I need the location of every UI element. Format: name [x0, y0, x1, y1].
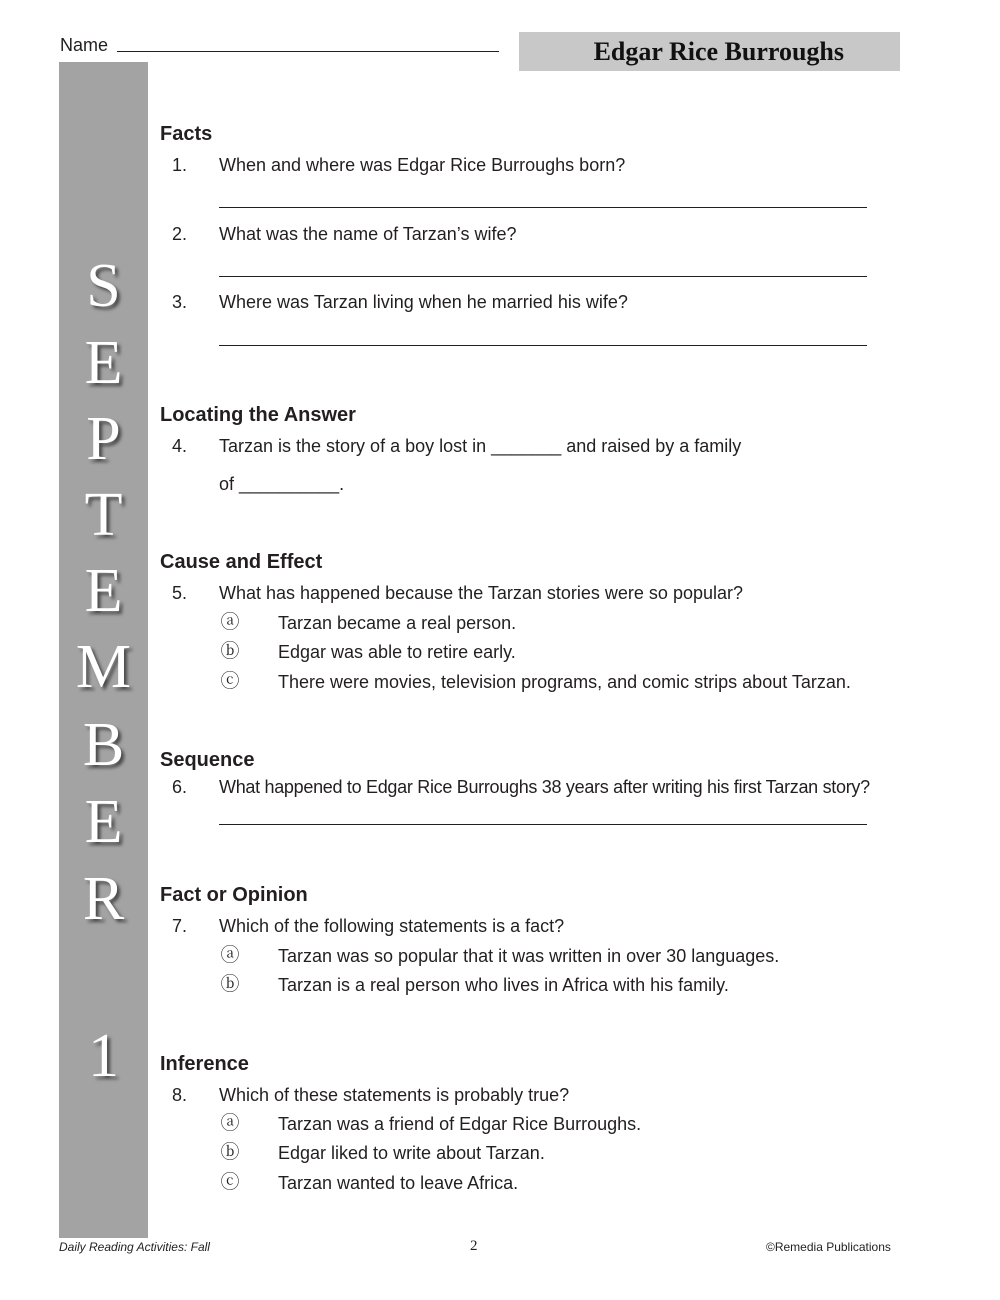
name-label: Name	[60, 35, 109, 55]
sidebar-letter: B	[82, 711, 125, 779]
answer-line[interactable]	[219, 207, 867, 208]
section-heading-fact-opinion: Fact or Opinion	[160, 884, 308, 906]
footer-book-title: Daily Reading Activities: Fall	[59, 1240, 210, 1254]
question-text: Which of these statements is probably true?	[219, 1085, 570, 1105]
question-text: When and where was Edgar Rice Burroughs born?	[219, 155, 626, 175]
option-text: Edgar was able to retire early.	[278, 642, 516, 662]
sidebar-letter: E	[84, 788, 123, 856]
section-heading-facts: Facts	[160, 123, 213, 145]
option-c-bubble[interactable]: ⓒ	[220, 1171, 240, 1193]
question-text: Where was Tarzan living when he married his wife?	[219, 292, 628, 312]
option-text: Tarzan became a real person.	[278, 613, 517, 633]
option-a-bubble[interactable]: ⓐ	[220, 611, 240, 633]
option-b-bubble[interactable]: ⓑ	[220, 640, 240, 662]
section-heading-cause-effect: Cause and Effect	[160, 551, 323, 573]
option-text: There were movies, television programs, and comic strips about Tarzan.	[278, 672, 851, 692]
option-c-bubble[interactable]: ⓒ	[220, 670, 240, 692]
question-number: 3.	[172, 292, 188, 312]
title-banner	[519, 32, 900, 71]
question-text: Which of the following statements is a fact?	[219, 916, 565, 936]
section-heading-locating: Locating the Answer	[160, 404, 356, 426]
section-heading-sequence: Sequence	[160, 749, 255, 771]
answer-line[interactable]	[219, 276, 867, 277]
question-text: Tarzan is the story of a boy lost in _______ and raised by a family	[219, 436, 742, 456]
footer-publisher: ©Remedia Publications	[766, 1240, 891, 1254]
option-text: Tarzan was a friend of Edgar Rice Burroughs.	[278, 1114, 642, 1134]
option-a-bubble[interactable]: ⓐ	[220, 944, 240, 966]
question-number: 1.	[172, 155, 188, 175]
question-text: What happened to Edgar Rice Burroughs 38 years after writing his first Tarzan story?	[219, 777, 870, 797]
question-number: 4.	[172, 436, 188, 456]
answer-line[interactable]	[219, 345, 867, 346]
question-number: 8.	[172, 1085, 188, 1105]
sidebar-number: 1	[88, 1022, 119, 1090]
option-text: Tarzan was so popular that it was written in over 30 languages.	[278, 946, 780, 966]
question-text: What was the name of Tarzan’s wife?	[219, 224, 517, 244]
sidebar-letter: R	[82, 865, 125, 933]
question-number: 6.	[172, 777, 188, 797]
sidebar-letter: M	[75, 633, 132, 701]
month-sidebar	[59, 62, 148, 1238]
option-b-bubble[interactable]: ⓑ	[220, 973, 240, 995]
option-a-bubble[interactable]: ⓐ	[220, 1112, 240, 1134]
section-heading-inference: Inference	[160, 1053, 249, 1075]
question-text-continued: of __________.	[219, 474, 345, 494]
option-text: Tarzan is a real person who lives in Africa with his family.	[278, 975, 729, 995]
name-line[interactable]	[117, 51, 499, 52]
sidebar-letter: E	[84, 557, 123, 625]
page-number: 2	[470, 1238, 478, 1254]
sidebar-letter: S	[86, 252, 121, 320]
option-text: Tarzan wanted to leave Africa.	[278, 1173, 519, 1193]
question-number: 7.	[172, 916, 188, 936]
question-number: 5.	[172, 583, 188, 603]
option-b-bubble[interactable]: ⓑ	[220, 1141, 240, 1163]
answer-line[interactable]	[219, 824, 867, 825]
sidebar-letter: E	[84, 329, 123, 397]
question-text: What has happened because the Tarzan stories were so popular?	[219, 583, 744, 603]
question-number: 2.	[172, 224, 188, 244]
option-text: Edgar liked to write about Tarzan.	[278, 1143, 545, 1163]
sidebar-letter: T	[84, 481, 123, 549]
sidebar-letter: P	[86, 405, 121, 473]
page-title: Edgar Rice Burroughs	[593, 37, 844, 66]
